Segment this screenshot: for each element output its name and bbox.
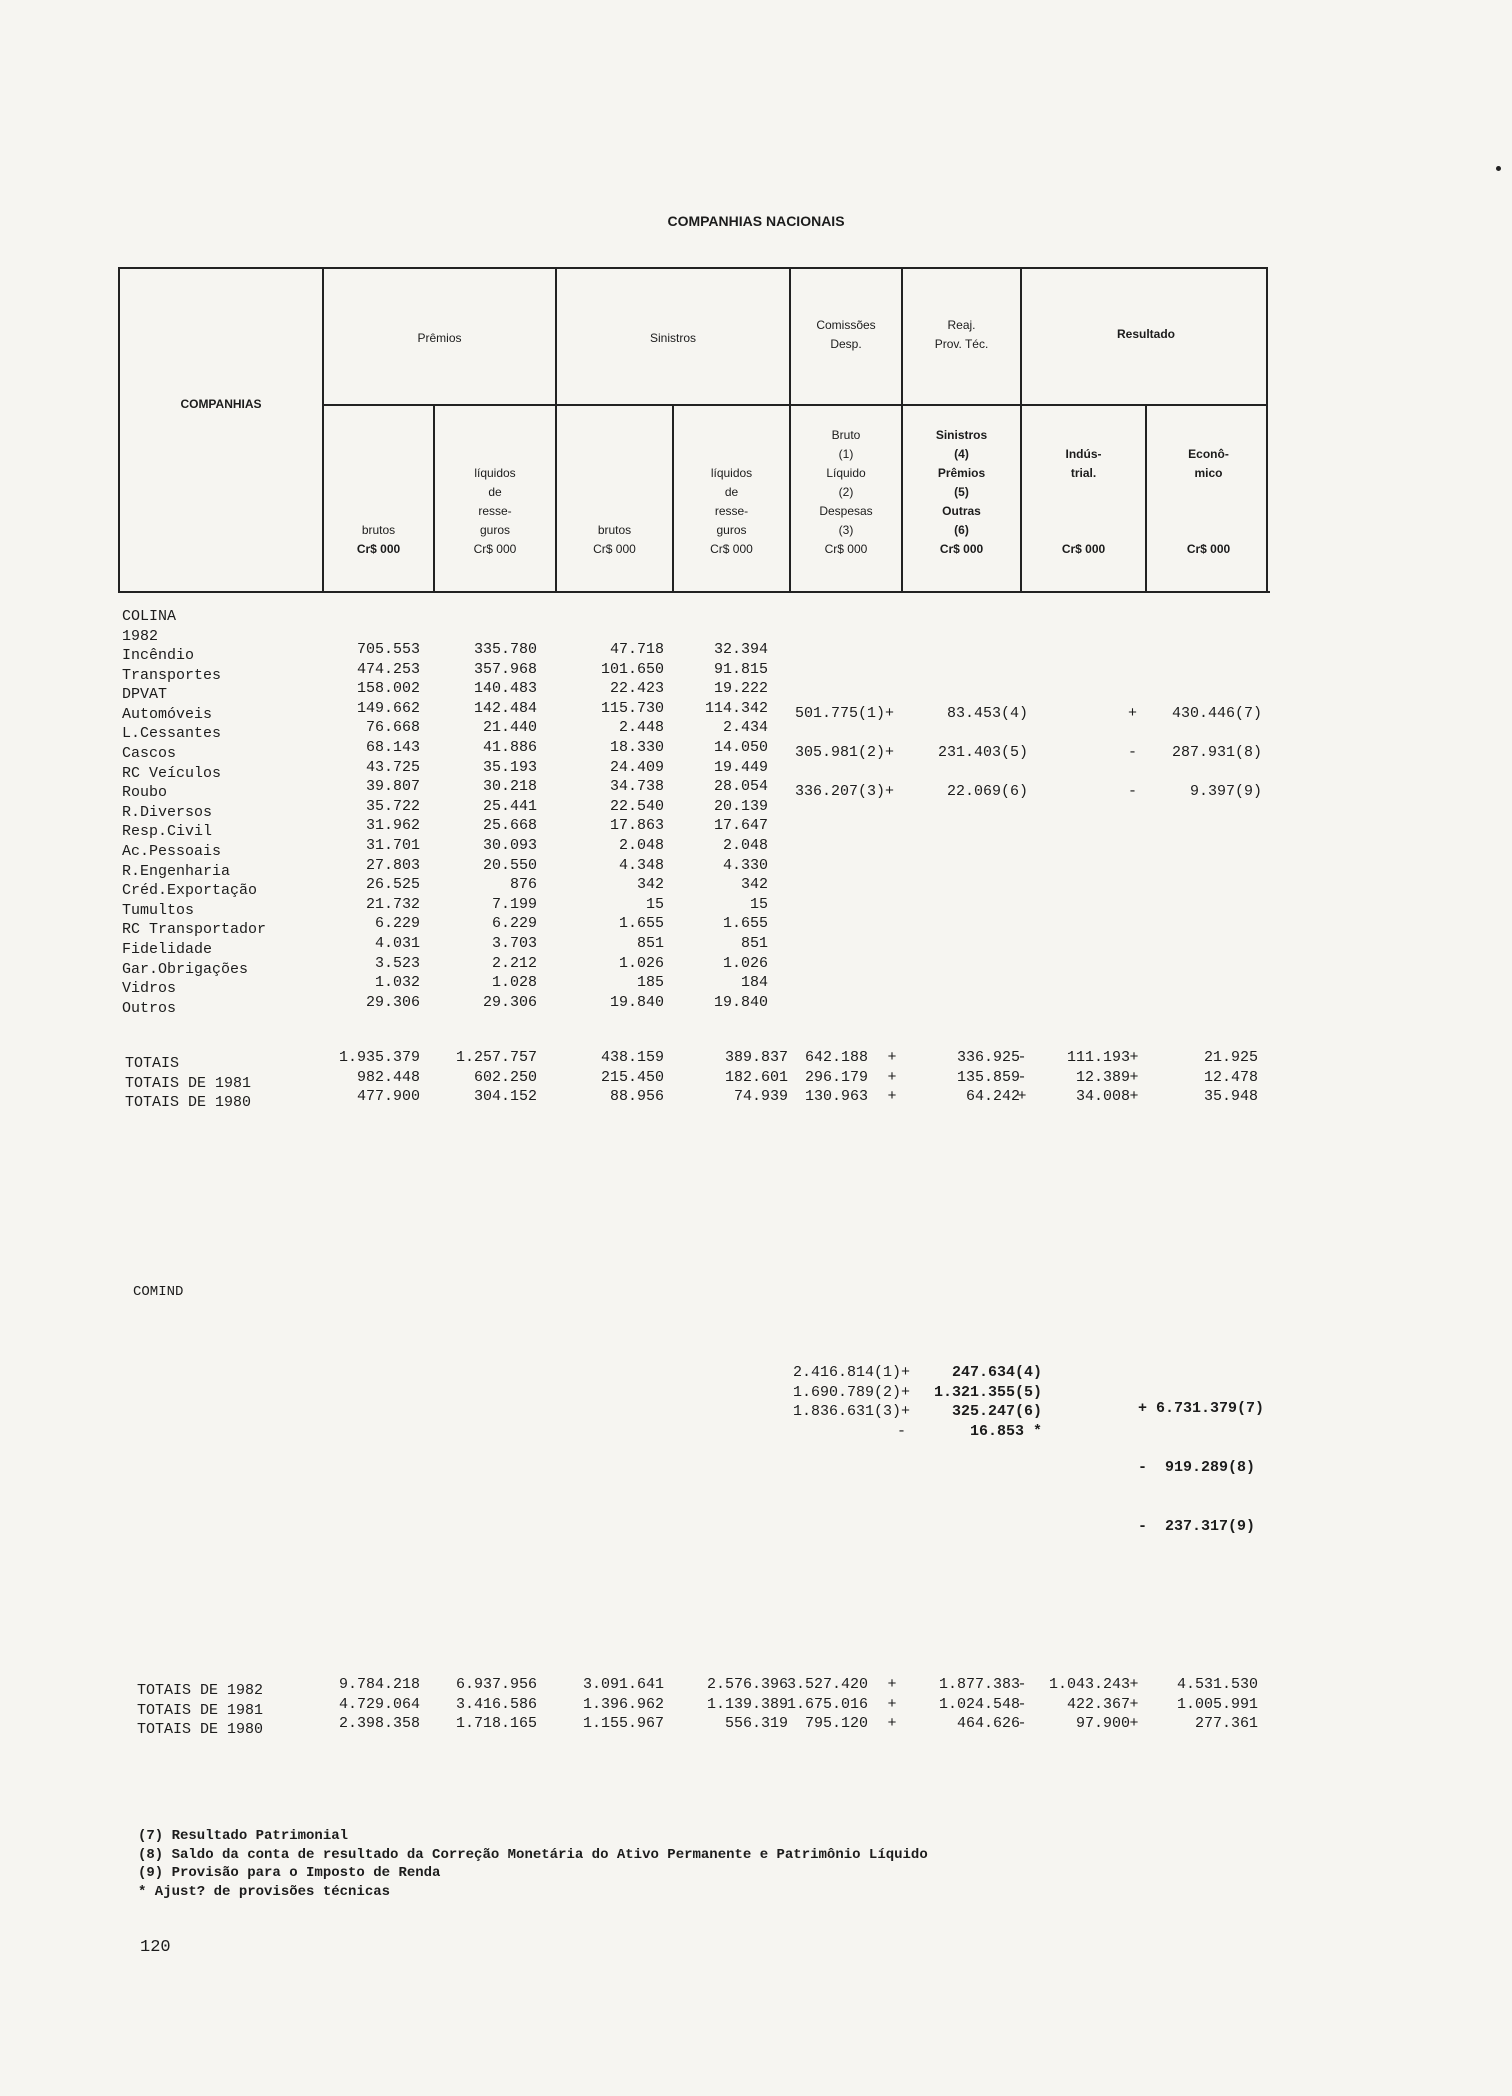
premios-brutos-cell: 3.523	[374, 954, 420, 972]
industrial-sign-total: +	[1129, 1088, 1139, 1105]
sinistros-liquidos-cell: 14.050	[713, 738, 768, 756]
comissoes-total: 1.675.016	[786, 1695, 868, 1713]
industrial-sign-total: +	[1129, 1715, 1139, 1732]
premios-brutos-cell: 76.668	[365, 719, 420, 737]
comissoes-total: 296.179	[804, 1068, 868, 1086]
reaj-sign-total: -	[1017, 1715, 1027, 1732]
premios-brutos-header: brutos Cr$ 000	[356, 523, 401, 556]
comissoes-sign-total: +	[887, 1695, 897, 1713]
sinistros-liquidos-total: 389.837	[724, 1049, 788, 1066]
line-label: Roubo	[122, 784, 168, 802]
reaj-sign-total: -	[1017, 1049, 1027, 1066]
premios-liquidos-col	[430, 640, 537, 1012]
premios-brutos-cell: 149.662	[356, 699, 420, 717]
premios-brutos-total: 9.784.218	[338, 1676, 420, 1693]
sinistros-brutos-total: 88.956	[609, 1088, 664, 1105]
comissoes-total: 795.120	[804, 1715, 868, 1732]
line-label: Cascos	[122, 744, 177, 762]
economico-total: 21.925	[1203, 1049, 1258, 1066]
comissoes-sub-header: Bruto (1) Líquido (2) Despesas (3) Cr$ 000	[819, 428, 873, 556]
sinistros-liquidos-cell: 4.330	[722, 856, 768, 874]
totals-label: TOTAIS DE 1980	[137, 1721, 264, 1738]
comind-comissoes: 2.416.814(1)+ 1.690.789(2)+ 1.836.631(3)+ -	[792, 1364, 910, 1440]
premios-brutos-cell: 26.525	[365, 876, 420, 894]
sinistros-brutos-cell: 47.718	[609, 641, 664, 658]
reaj-total: 135.859	[956, 1068, 1020, 1086]
totals-label: TOTAIS	[125, 1055, 180, 1072]
premios-brutos-cell: 31.962	[365, 817, 420, 835]
reaj-total: 1.024.548	[938, 1695, 1020, 1713]
sinistros-brutos-cell: 17.863	[609, 817, 664, 835]
industrial-sign-total: +	[1129, 1049, 1139, 1066]
sinistros-liquidos-cell: 19.449	[713, 758, 768, 776]
sinistros-liquidos-total: 1.139.389	[706, 1695, 788, 1713]
premios-brutos-cell: 1.032	[374, 974, 420, 992]
sinistros-liquidos-total: 74.939	[733, 1088, 788, 1105]
premios-liquidos-cell: 142.484	[473, 699, 537, 717]
line-label: RC Veículos	[122, 764, 222, 782]
comissoes-sign-total: +	[887, 1715, 897, 1732]
line-label: Créd.Exportação	[122, 882, 258, 900]
resultado-header: Resultado	[1116, 327, 1175, 341]
comissoes-total: 3.527.420	[786, 1676, 868, 1693]
economico-header: Econô- mico Cr$ 000	[1186, 447, 1231, 556]
line-label: Ac.Pessoais	[122, 842, 222, 860]
sinistros-liquidos-cell: 342	[740, 876, 768, 894]
comind-economico: + 6.731.379(7) - 919.289(8) - 237.317(9)	[1138, 1400, 1265, 1535]
industrial-header: Indús- trial. Cr$ 000	[1061, 447, 1106, 556]
sinistros-liquidos-cell: 15	[749, 895, 768, 913]
sinistros-brutos-cell: 18.330	[609, 738, 664, 756]
premios-brutos-cell: 158.002	[356, 680, 420, 698]
sinistros-liquidos-header: líquidos de resse- guros Cr$ 000	[710, 466, 753, 556]
comissoes-total: 130.963	[804, 1088, 868, 1105]
premios-brutos-cell: 35.722	[365, 797, 420, 815]
premios-liquidos-cell: 20.550	[482, 856, 537, 874]
comissoes-sign-total: +	[887, 1088, 897, 1105]
sinistros-liquidos-cell: 2.048	[722, 836, 768, 854]
sinistros-liquidos-cell: 114.342	[704, 699, 768, 717]
reaj-sign-total: -	[1017, 1068, 1027, 1086]
economico-total: 277.361	[1194, 1715, 1258, 1732]
line-label: Resp.Civil	[122, 823, 213, 841]
premios-liquidos-cell: 7.199	[491, 895, 537, 913]
premios-brutos-cell: 21.732	[365, 895, 420, 913]
sinistros-brutos-total: 438.159	[600, 1049, 664, 1066]
sinistros-liquidos-cell: 2.434	[722, 719, 768, 737]
premios-liquidos-cell: 3.703	[491, 934, 537, 952]
line-label: Automóveis	[122, 705, 213, 723]
line-labels	[122, 646, 266, 1018]
sinistros-brutos-cell: 15	[645, 895, 664, 913]
sinistros-brutos-cell: 2.448	[618, 719, 664, 737]
sinistros-brutos-cell: 851	[636, 934, 664, 952]
line-label: RC Transportador	[122, 921, 267, 939]
industrial-sign-total: +	[1129, 1068, 1139, 1086]
sinistros-brutos-cell: 22.540	[609, 797, 664, 815]
sinistros-brutos-total: 3.091.641	[582, 1676, 664, 1693]
company-name: COLINA	[122, 608, 177, 625]
sinistros-brutos-header: brutos Cr$ 000	[593, 523, 636, 556]
sinistros-header: Sinistros	[649, 331, 696, 345]
reaj-sub-header: Sinistros (4) Prêmios (5) Outras (6) Cr$ 000	[935, 428, 988, 556]
comissoes-sign-total: +	[887, 1068, 897, 1086]
sinistros-brutos-cell: 101.650	[600, 660, 664, 678]
reaj-sign-total: -	[1017, 1676, 1027, 1693]
industrial-total: 422.367	[1066, 1695, 1130, 1713]
premios-liquidos-cell: 357.968	[473, 660, 537, 678]
line-label: DPVAT	[122, 686, 168, 704]
companhias-header: COMPANHIAS	[180, 397, 262, 411]
totals-label: TOTAIS DE 1982	[137, 1682, 264, 1699]
premios-liquidos-cell: 1.028	[491, 974, 537, 992]
premios-liquidos-cell: 30.218	[482, 778, 537, 796]
reaj-sign-total: -	[1017, 1695, 1027, 1713]
premios-brutos-cell: 6.229	[374, 915, 420, 933]
premios-brutos-cell: 29.306	[365, 993, 420, 1011]
scan-mark	[1496, 166, 1501, 171]
sinistros-brutos-cell: 19.840	[609, 993, 664, 1011]
industrial-total: 34.008	[1075, 1088, 1130, 1105]
comissoes-total: 642.188	[804, 1049, 868, 1066]
page-title: COMPANHIAS NACIONAIS	[667, 213, 845, 229]
premios-brutos-cell: 39.807	[365, 778, 420, 796]
premios-brutos-cell: 68.143	[365, 738, 420, 756]
colina-comissoes: 501.775(1)+ 305.981(2)+ 336.207(3)+	[795, 705, 895, 800]
footnote: (8) Saldo da conta de resultado da Correção Monetária do Ativo Permanente e Patrimônio Líquido	[138, 1846, 928, 1863]
premios-liquidos-total: 1.718.165	[455, 1715, 537, 1732]
economico-total: 4.531.530	[1176, 1676, 1258, 1693]
line-label: Gar.Obrigações	[122, 960, 249, 978]
premios-brutos-col	[320, 640, 420, 1012]
line-label: R.Diversos	[122, 803, 213, 821]
reaj-header: Reaj. Prov. Téc.	[934, 318, 989, 351]
totals-label: TOTAIS DE 1981	[137, 1701, 264, 1719]
industrial-total: 97.900	[1075, 1715, 1130, 1732]
sinistros-brutos-cell: 1.655	[618, 915, 664, 933]
sinistros-brutos-cell: 1.026	[618, 954, 664, 972]
sinistros-liquidos-cell: 32.394	[713, 641, 768, 658]
premios-brutos-total: 1.935.379	[338, 1049, 420, 1066]
header-table	[118, 267, 1268, 593]
comind-company-name: COMIND	[133, 1284, 184, 1300]
premios-liquidos-cell: 30.093	[482, 836, 537, 854]
sinistros-liquidos-total: 556.319	[724, 1715, 788, 1732]
premios-liquidos-cell: 21.440	[482, 719, 537, 737]
premios-liquidos-cell: 6.229	[491, 915, 537, 933]
reaj-total: 64.242	[965, 1088, 1020, 1105]
sinistros-liquidos-cell: 851	[740, 934, 768, 952]
sinistros-brutos-cell: 115.730	[600, 699, 664, 717]
sinistros-liquidos-cell: 1.026	[722, 954, 768, 972]
footnote: * Ajust? de provisões técnicas	[138, 1883, 391, 1900]
premios-brutos-total: 4.729.064	[338, 1695, 420, 1713]
premios-liquidos-cell: 2.212	[491, 954, 537, 972]
sinistros-brutos-cell: 4.348	[618, 856, 664, 874]
sinistros-liquidos-cell: 19.840	[713, 993, 768, 1011]
year: 1982	[122, 627, 159, 645]
premios-liquidos-cell: 25.668	[482, 817, 537, 835]
sinistros-liquidos-cell: 28.054	[713, 778, 768, 796]
industrial-total: 111.193	[1066, 1049, 1130, 1066]
premios-liquidos-header: líquidos de resse- guros Cr$ 000	[473, 466, 517, 556]
reaj-total: 464.626	[956, 1715, 1020, 1732]
footnotes	[138, 1827, 928, 1901]
sinistros-liquidos-total: 2.576.396	[706, 1676, 788, 1693]
comissoes-sign-total: +	[887, 1676, 897, 1693]
premios-liquidos-cell: 29.306	[482, 993, 537, 1011]
premios-brutos-cell: 4.031	[374, 934, 420, 952]
premios-liquidos-cell: 25.441	[482, 797, 537, 815]
sinistros-brutos-cell: 34.738	[609, 778, 664, 796]
footnote: (9) Provisão para o Imposto de Renda	[138, 1865, 441, 1881]
sinistros-brutos-cell: 24.409	[609, 758, 664, 776]
sinistros-brutos-total: 215.450	[600, 1068, 664, 1086]
premios-brutos-total: 477.900	[356, 1088, 420, 1105]
premios-brutos-cell: 474.253	[356, 660, 420, 678]
sinistros-liquidos-cell: 91.815	[713, 660, 768, 678]
sinistros-brutos-cell: 22.423	[609, 680, 664, 698]
sinistros-liquidos-cell: 17.647	[713, 817, 768, 835]
line-label: Transportes	[122, 666, 222, 684]
industrial-total: 1.043.243	[1048, 1676, 1130, 1693]
sinistros-liquidos-cell: 184	[740, 974, 768, 992]
line-label: R.Engenharia	[122, 862, 231, 880]
sinistros-liquidos-total: 182.601	[724, 1068, 788, 1086]
line-label: Fidelidade	[122, 940, 213, 958]
premios-liquidos-total: 3.416.586	[455, 1695, 537, 1713]
industrial-sign-total: +	[1129, 1676, 1139, 1693]
premios-liquidos-total: 6.937.956	[455, 1676, 537, 1693]
comissoes-header: Comissões Desp.	[816, 318, 876, 351]
industrial-sign-total: +	[1129, 1695, 1139, 1713]
premios-liquidos-cell: 41.886	[482, 738, 537, 756]
page-number: 120	[140, 1938, 171, 1957]
totals-label: TOTAIS DE 1980	[125, 1094, 252, 1111]
sinistros-liquidos-cell: 1.655	[722, 915, 768, 933]
premios-brutos-cell: 31.701	[365, 836, 420, 854]
premios-brutos-cell: 43.725	[365, 758, 420, 776]
industrial-total: 12.389	[1075, 1068, 1130, 1086]
totals-label: TOTAIS DE 1981	[125, 1074, 252, 1092]
reaj-total: 336.925	[956, 1049, 1020, 1066]
line-label: Tumultos	[122, 901, 195, 919]
comissoes-sign-total: +	[887, 1049, 897, 1066]
colina-economico-signs: + - -	[1128, 705, 1138, 800]
premios-liquidos-cell: 140.483	[473, 680, 537, 698]
colina-labels	[122, 607, 176, 646]
premios-brutos-total: 2.398.358	[338, 1715, 420, 1732]
footnote: (7) Resultado Patrimonial	[138, 1828, 349, 1844]
premios-brutos-total: 982.448	[356, 1068, 420, 1086]
sinistros-liquidos-col	[680, 640, 768, 1012]
premios-brutos-cell: 27.803	[365, 856, 420, 874]
comind-reaj: 247.634(4) 1.321.355(5) 325.247(6) 16.853 *	[933, 1364, 1042, 1440]
line-label: Vidros	[122, 980, 177, 998]
colina-reaj: 83.453(4) 231.403(5) 22.069(6)	[937, 705, 1028, 800]
premios-liquidos-cell: 335.780	[473, 641, 537, 658]
line-label: L.Cessantes	[122, 725, 222, 743]
sinistros-brutos-cell: 342	[636, 876, 664, 894]
sinistros-liquidos-cell: 20.139	[713, 797, 768, 815]
premios-liquidos-total: 1.257.757	[455, 1049, 537, 1066]
premios-brutos-cell: 705.553	[356, 641, 420, 658]
reaj-total: 1.877.383	[938, 1676, 1020, 1693]
sinistros-brutos-col	[560, 640, 664, 1012]
economico-total: 12.478	[1203, 1068, 1258, 1086]
sinistros-brutos-cell: 185	[636, 974, 664, 992]
colina-economico: 430.446(7) 287.931(8) 9.397(9)	[1171, 705, 1262, 800]
premios-liquidos-cell: 35.193	[482, 758, 537, 776]
premios-liquidos-total: 602.250	[473, 1068, 537, 1086]
sinistros-liquidos-cell: 19.222	[713, 680, 768, 698]
economico-total: 1.005.991	[1176, 1695, 1258, 1713]
sinistros-brutos-cell: 2.048	[618, 836, 664, 854]
premios-header: Prêmios	[417, 331, 462, 345]
premios-liquidos-total: 304.152	[473, 1088, 537, 1105]
sinistros-brutos-total: 1.396.962	[582, 1695, 664, 1713]
reaj-sign-total: +	[1017, 1088, 1027, 1105]
line-label: Incêndio	[122, 647, 195, 664]
line-label: Outros	[122, 999, 177, 1017]
premios-liquidos-cell: 876	[509, 876, 537, 894]
sinistros-brutos-total: 1.155.967	[582, 1715, 664, 1732]
economico-total: 35.948	[1203, 1088, 1258, 1105]
